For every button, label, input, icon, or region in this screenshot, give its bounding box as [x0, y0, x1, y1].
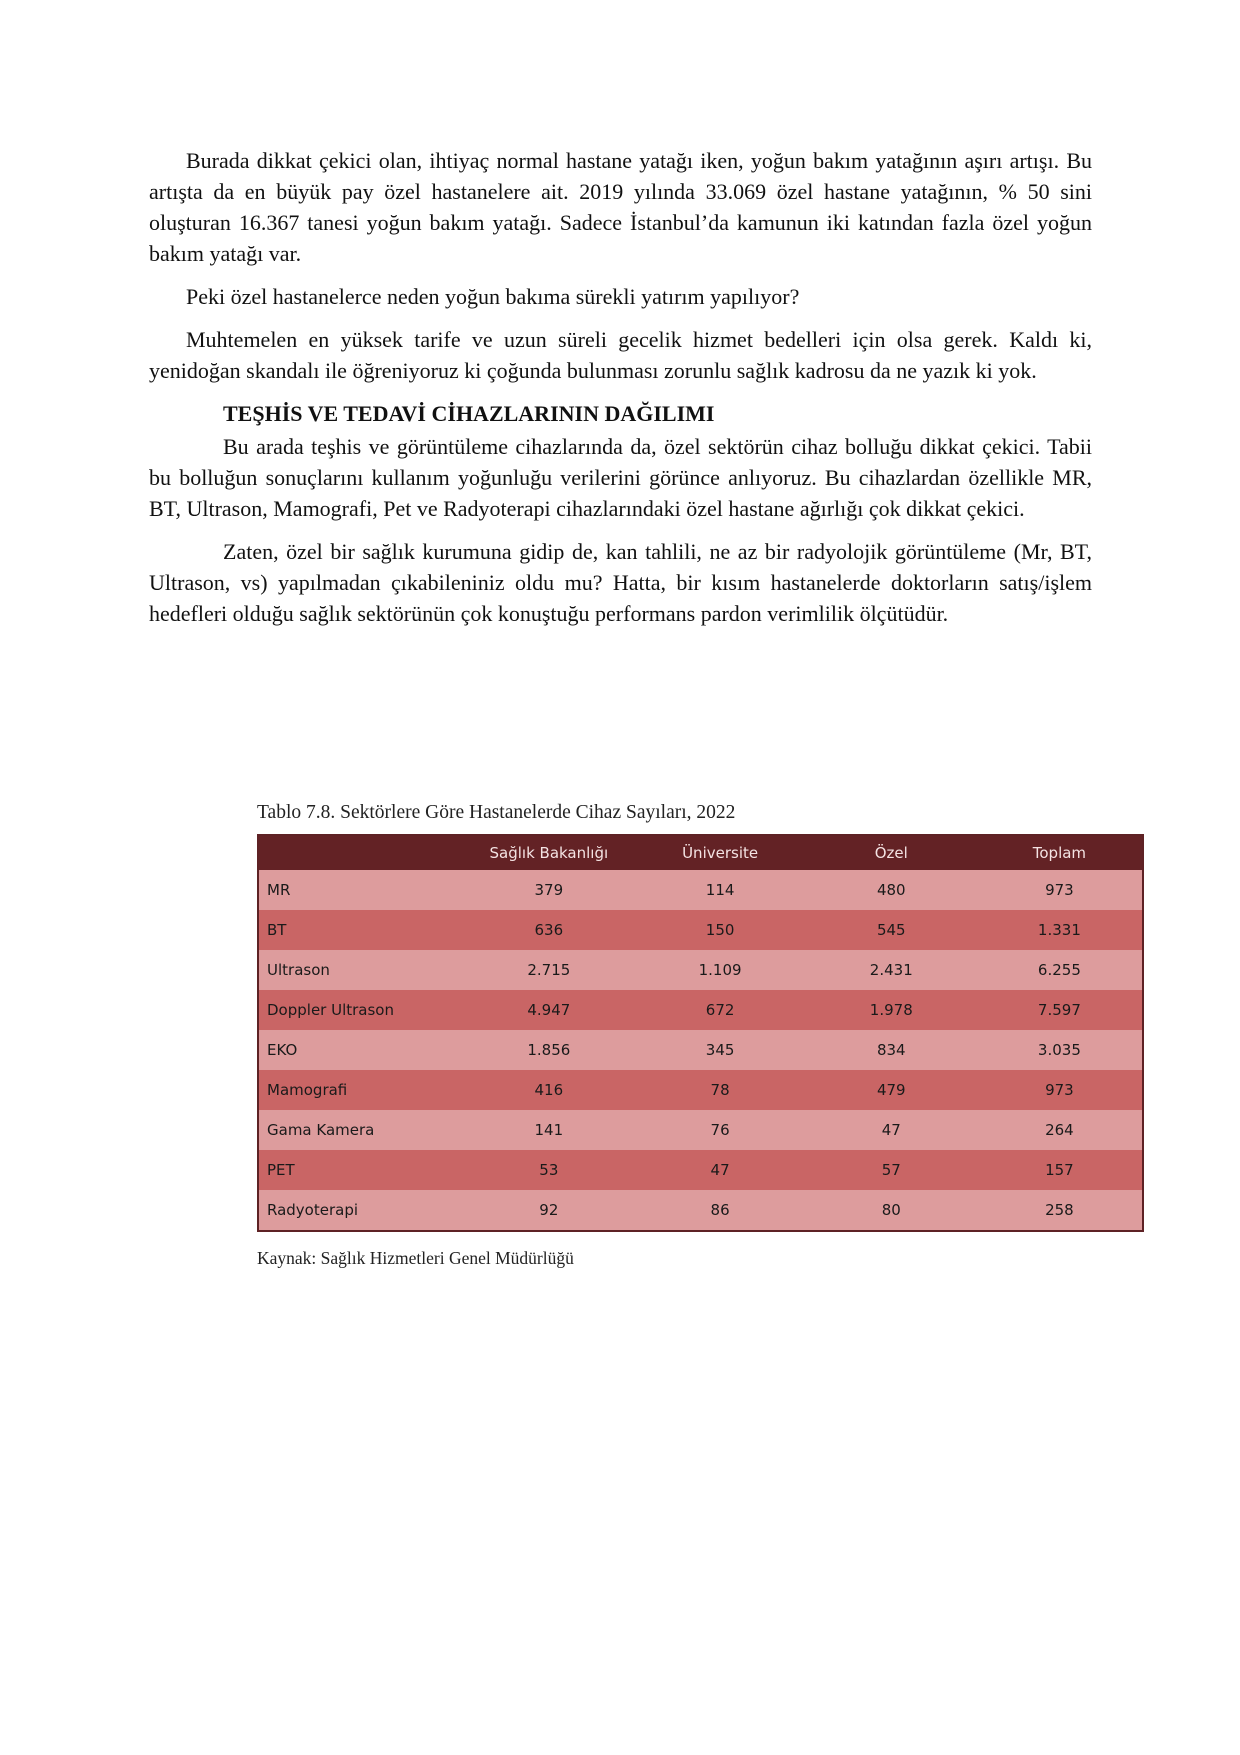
cell-ozel: 2.431 [806, 950, 977, 990]
table-caption: Tablo 7.8. Sektörlere Göre Hastanelerde Cihaz Sayıları, 2022 [257, 802, 736, 823]
row-label: MR [258, 870, 463, 910]
cell-saglik-bakanligi: 4.947 [463, 990, 634, 1030]
row-label: EKO [258, 1030, 463, 1070]
row-label: PET [258, 1150, 463, 1190]
row-label: Doppler Ultrason [258, 990, 463, 1030]
cell-universite: 672 [634, 990, 805, 1030]
table-row [258, 1110, 1143, 1150]
header-cell-device [258, 835, 463, 870]
cell-universite: 1.109 [634, 950, 805, 990]
row-label: Ultrason [258, 950, 463, 990]
cell-saglik-bakanligi: 92 [463, 1190, 634, 1231]
table-row [258, 1070, 1143, 1110]
paragraph-ozel-saglik: Zaten, özel bir sağlık kurumuna gidip de, kan tahlili, ne az bir radyolojik görüntüleme (Mr, BT, Ultrason, vs) yapılmadan çıkabileniniz oldu mu? Hatta, bir kısım hastanelerde doktorların satış/işlem hedefleri olduğu sağlık sektörünün çok konuştuğu performans pardon verimlilik ölçütüdür. [149, 539, 1092, 626]
cell-saglik-bakanligi: 1.856 [463, 1030, 634, 1070]
row-label: BT [258, 910, 463, 950]
cell-ozel: 80 [806, 1190, 977, 1231]
cell-saglik-bakanligi: 416 [463, 1070, 634, 1110]
row-label: Radyoterapi [258, 1190, 463, 1231]
paragraph-tarife: Muhtemelen en yüksek tarife ve uzun süreli gecelik hizmet bedelleri için olsa gerek. Kaldı ki, yenidoğan skandalı ile öğreniyoruz ki çoğunda bulunması zorunlu sağlık kadrosu da ne yazık ki yok. [149, 327, 1092, 383]
header-cell-toplam: Toplam [977, 835, 1143, 870]
table-header-row [258, 835, 1143, 870]
header-cell-universite: Üniversite [634, 835, 805, 870]
paragraph-cihaz-bollugu: Bu arada teşhis ve görüntüleme cihazlarında da, özel sektörün cihaz bolluğu dikkat çekici. Tabii bu bolluğun sonuçlarını kullanım yoğunluğu verilerini görünce anlıyoruz. Bu cihazlardan özellikle MR, BT, Ultrason, Mamografi, Pet ve Radyoterapi cihazlarındaki özel hastane ağırlığı çok dikkat çekici. [149, 434, 1092, 521]
cell-toplam: 6.255 [977, 950, 1143, 990]
cell-ozel: 480 [806, 870, 977, 910]
cell-saglik-bakanligi: 379 [463, 870, 634, 910]
cell-saglik-bakanligi: 636 [463, 910, 634, 950]
cell-universite: 114 [634, 870, 805, 910]
cell-ozel: 1.978 [806, 990, 977, 1030]
section-heading: TEŞHİS VE TEDAVİ CİHAZLARININ DAĞILIMI [223, 401, 715, 426]
cell-toplam: 264 [977, 1110, 1143, 1150]
cell-toplam: 973 [977, 1070, 1143, 1110]
row-label: Mamografi [258, 1070, 463, 1110]
cell-toplam: 7.597 [977, 990, 1143, 1030]
cell-toplam: 258 [977, 1190, 1143, 1231]
table-row [258, 1150, 1143, 1190]
body-text [149, 145, 1092, 629]
cell-universite: 78 [634, 1070, 805, 1110]
row-label: Gama Kamera [258, 1110, 463, 1150]
cell-ozel: 834 [806, 1030, 977, 1070]
table-row [258, 870, 1143, 910]
cell-universite: 150 [634, 910, 805, 950]
cell-saglik-bakanligi: 2.715 [463, 950, 634, 990]
cell-toplam: 973 [977, 870, 1143, 910]
cell-universite: 86 [634, 1190, 805, 1231]
cell-ozel: 479 [806, 1070, 977, 1110]
paragraph-yogun-bakim: Burada dikkat çekici olan, ihtiyaç normal hastane yatağı iken, yoğun bakım yatağının aşırı artışı. Bu artışta da en büyük pay özel hastanelere ait. 2019 yılında 33.069 özel hastane yatağının, % 50 sini oluşturan 16.367 tanesi yoğun bakım yatağı. Sadece İstanbul’da kamunun iki katından fazla özel yoğun bakım yatağı var. [149, 148, 1092, 266]
cell-ozel: 47 [806, 1110, 977, 1150]
cell-ozel: 57 [806, 1150, 977, 1190]
header-cell-ozel: Özel [806, 835, 977, 870]
cell-toplam: 3.035 [977, 1030, 1143, 1070]
cell-saglik-bakanligi: 141 [463, 1110, 634, 1150]
device-count-table [257, 834, 1144, 1232]
table-row [258, 1190, 1143, 1231]
table-source: Kaynak: Sağlık Hizmetleri Genel Müdürlüğü [257, 1248, 574, 1268]
table-row [258, 910, 1143, 950]
paragraph-soru: Peki özel hastanelerce neden yoğun bakıma sürekli yatırım yapılıyor? [186, 284, 800, 309]
cell-universite: 76 [634, 1110, 805, 1150]
cell-saglik-bakanligi: 53 [463, 1150, 634, 1190]
cell-toplam: 157 [977, 1150, 1143, 1190]
cell-toplam: 1.331 [977, 910, 1143, 950]
table-row [258, 950, 1143, 990]
cell-universite: 345 [634, 1030, 805, 1070]
cell-universite: 47 [634, 1150, 805, 1190]
header-cell-saglik-bakanligi: Sağlık Bakanlığı [463, 835, 634, 870]
table-row [258, 990, 1143, 1030]
table-row [258, 1030, 1143, 1070]
cell-ozel: 545 [806, 910, 977, 950]
